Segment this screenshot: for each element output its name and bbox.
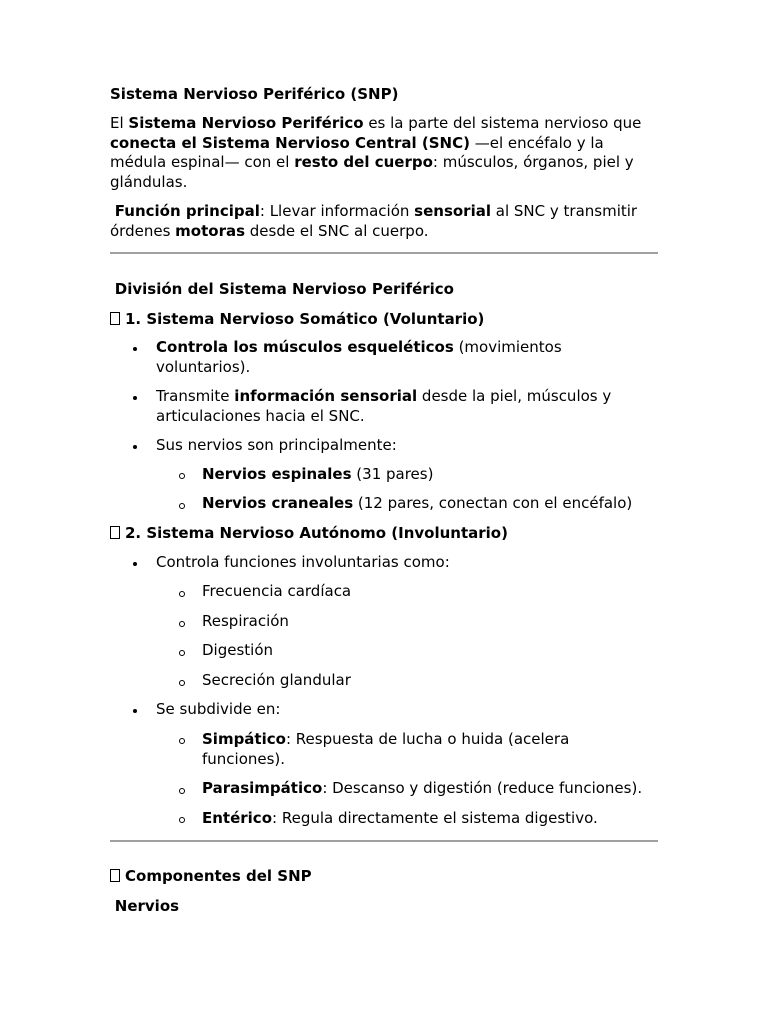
page-title: Sistema Nervioso Periférico (SNP) (110, 85, 399, 103)
division-heading: División del Sistema Nervioso Periférico (114, 280, 454, 298)
circle-bullet-icon (179, 788, 185, 794)
list-item: Parasimpático: Descanso y digestión (reduce funciones). (202, 779, 643, 797)
bullet-icon (133, 709, 137, 713)
list-item: Respiración (202, 612, 289, 630)
intro-paragraph: El Sistema Nervioso Periférico es la parte del sistema nervioso que conecta el Sistema Nervioso Central (SNC) —el encéfalo y la médula espinal— con el resto del cuerpo: músculos, órganos, piel y glándulas. (110, 114, 642, 191)
list-item: Entérico: Regula directamente el sistema digestivo. (202, 809, 598, 827)
list-item: Nervios espinales (31 pares) (202, 465, 434, 483)
horizontal-rule (110, 840, 658, 842)
bullet-icon (133, 396, 137, 400)
list-item: Sus nervios son principalmente: (156, 436, 397, 454)
bullet-icon (133, 445, 137, 449)
circle-bullet-icon (179, 650, 185, 656)
circle-bullet-icon (179, 473, 185, 479)
list-item: Controla funciones involuntarias como: (156, 553, 450, 571)
circle-bullet-icon (179, 817, 185, 823)
function-paragraph: Función principal: Llevar información sensorial al SNC y transmitir órdenes motoras desde el SNC al cuerpo. (110, 202, 638, 240)
list-item: Simpático: Respuesta de lucha o huida (acelera funciones). (202, 730, 570, 768)
components-heading: Componentes del SNP (110, 867, 658, 887)
missing-glyph-icon (110, 312, 120, 325)
circle-bullet-icon (179, 680, 185, 686)
list-item: Transmite información sensorial desde la piel, músculos y articulaciones hacia el SNC. (156, 387, 612, 425)
missing-glyph-icon (110, 526, 120, 539)
list-item: Digestión (202, 641, 274, 659)
circle-bullet-icon (179, 503, 185, 509)
list-item: Controla los músculos esqueléticos (movimientos voluntarios). (156, 338, 562, 376)
list-item: Nervios craneales (12 pares, conectan con el encéfalo) (202, 494, 633, 512)
list-item: Secreción glandular (202, 671, 351, 689)
circle-bullet-icon (179, 591, 185, 597)
nervios-subheading: Nervios (114, 897, 180, 915)
bullet-icon (133, 562, 137, 566)
circle-bullet-icon (179, 621, 185, 627)
missing-glyph-icon (110, 869, 120, 882)
list-item: Se subdivide en: (156, 700, 281, 718)
list-item: Frecuencia cardíaca (202, 582, 352, 600)
autonomic-heading: 2. Sistema Nervioso Autónomo (Involuntario) (110, 524, 658, 544)
horizontal-rule (110, 252, 658, 254)
somatic-heading: 1. Sistema Nervioso Somático (Voluntario) (110, 310, 658, 330)
bullet-icon (133, 347, 137, 351)
circle-bullet-icon (179, 738, 185, 744)
